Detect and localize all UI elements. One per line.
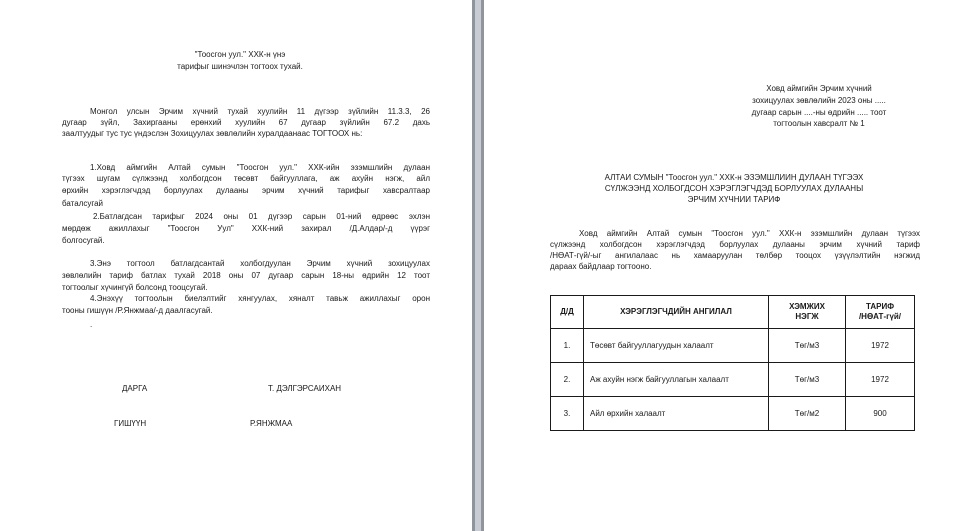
annex-paragraph-line-4: дараах байдлаар тогтооно. <box>550 262 652 271</box>
row-unit: Төг/м3 <box>769 363 846 397</box>
col-header-tariff-line-2: /НӨАТ-гүй/ <box>858 312 902 321</box>
table-row <box>551 329 915 363</box>
tariff-table-header-row <box>551 296 915 329</box>
table-row <box>551 363 915 397</box>
row-category: Аж ахуйн нэгж байгууллагын халаалт <box>584 363 769 397</box>
item2-line-3: болгосугай. <box>62 236 105 245</box>
annex-paragraph-line-3: /НӨАТ-гүй/-ыг ангилалаас нь хамааруулан төлбөр тооцох үзүүлэлтийн нэгжид <box>550 251 920 260</box>
intro-line-1: Монгол улсын Эрчим хүчний тухай хуулийн 11 дүгээр зүйлийн 11.3.3, 26 <box>90 107 430 116</box>
signature-role-member: ГИШҮҮН <box>114 419 147 428</box>
trailing-dot: . <box>90 320 93 329</box>
row-category: Айл өрхийн халаалт <box>584 397 769 431</box>
col-header-tariff-line-1: ТАРИФ <box>865 302 895 311</box>
col-header-category: ХЭРЭГЛЭГЧДИЙН АНГИЛАЛ <box>584 296 769 329</box>
item1-line-4: баталсугай <box>62 199 104 208</box>
row-tariff: 900 <box>846 397 915 431</box>
row-number: 1. <box>551 329 584 363</box>
row-number: 2. <box>551 363 584 397</box>
row-unit: Төг/м2 <box>769 397 846 431</box>
table-row <box>551 397 915 431</box>
col-header-unit <box>769 296 846 329</box>
item4-line-1: 4.Энэхүү тогтоолын биелэлтийг хянгуулах, хяналт тавьж ажиллахыг орон <box>90 294 430 303</box>
signature-name-member: Р.ЯНЖМАА <box>250 419 293 428</box>
annex-header-line-1: Ховд аймгийн Эрчим хүчний <box>766 84 872 93</box>
intro-line-3: заалтуудыг тус тус үндэслэн Зохицуулах зөвлөлийн хуралдаанаас ТОГТООХ нь: <box>62 129 363 138</box>
right-document-page <box>484 0 959 531</box>
page-gutter <box>472 0 484 531</box>
annex-title-line-1: АЛТАИ СУМЫН "Тоосгон уул." ХХК-н ЭЗЭМШЛИИН ДУЛААН ТҮГЭЭХ <box>604 173 864 182</box>
item3-line-3: тогтоолыг хүчингүй болсонд тооцсугай. <box>62 283 208 292</box>
annex-header-line-2: зохицуулах зөвлөлийн 2023 оны ..... <box>752 96 886 105</box>
signature-name-chairman: Т. ДЭЛГЭРСАИХАН <box>268 384 342 393</box>
item1-line-1: 1.Ховд аймгийн Алтай сумын "Тоосгон уул." ХХК-ийн эзэмшлийн дулаан <box>90 163 430 172</box>
annex-title-line-3: ЭРЧИМ ХҮЧНИИ ТАРИФ <box>687 195 781 204</box>
annex-header-line-4: тогтоолын хавсралт № 1 <box>773 119 865 128</box>
col-header-number: Д/Д <box>551 296 584 329</box>
item4-line-2: тооны гишүүн /Р.Янжмаа/-д даалгасугай. <box>62 306 213 315</box>
row-unit: Төг/м3 <box>769 329 846 363</box>
col-header-unit-line-1: ХЭМЖИХ <box>789 302 825 311</box>
signature-role-chairman: ДАРГА <box>122 384 148 393</box>
row-tariff: 1972 <box>846 329 915 363</box>
col-header-unit-line-2: НЭГЖ <box>795 312 819 321</box>
annex-paragraph-line-1: Ховд аймгийн Алтай сумын "Тоосгон уул." ХХК-н эзэмшлийн дулаан түгээх <box>579 229 920 238</box>
left-title-line-1: "Тоосгон уул." ХХК-н үнэ <box>194 50 286 59</box>
item3-line-2: зөвлөлийн тариф батлах тухай 2018 оны 07 дугаар сарын 18-ны өдрийн 12 тоот <box>62 271 430 280</box>
tariff-table <box>550 295 915 431</box>
item2-line-1: 2.Батлагдсан тарифыг 2024 оны 01 дүгээр сарын 01-ний өдрөөс эхлэн <box>93 212 430 221</box>
row-tariff: 1972 <box>846 363 915 397</box>
intro-line-2: дугаар зүйл, Захиргааны ерөнхий хуулийн 67 дугаар зүйлийн 67.2 дахь <box>62 118 430 127</box>
annex-paragraph-line-2: сүлжээнд холбогдсон хэрэглэгчдэд борлуулах дулааны эрчим хүчний тариф <box>550 240 920 249</box>
item3-line-1: 3.Энэ тогтоол батлагдсантай холбогдуулан Эрчим хүчний зохицуулах <box>90 259 430 268</box>
item1-line-3: өрхийн хэрэглэгчдэд борлуулах дулааны эрчим хүчний тарифыг хавсралтаар <box>62 186 430 195</box>
row-number: 3. <box>551 397 584 431</box>
item2-line-2: мөрдөж ажиллахыг "Тоосгон Уул" ХХК-ний захирал /Д.Алдар/-д үүрэг <box>62 224 430 233</box>
col-header-tariff <box>846 296 915 329</box>
item1-line-2: түгээх шугам сүлжээнд холбогдсон төсөвт байгууллага, аж ахуйн нэгж, айл <box>62 174 430 183</box>
annex-header-line-3: дугаар сарын ....-ны өдрийн ..... тоот <box>751 108 887 117</box>
annex-title-line-2: СҮЛЖЭЭНД ХОЛБОГДСОН ХЭРЭГЛЭГЧДЭД БОРЛУУЛАХ ДУЛААНЫ <box>604 184 864 193</box>
left-document-page <box>0 0 472 531</box>
left-title-line-2: тарифыг шинэчлэн тогтоох тухай. <box>177 62 303 71</box>
row-category: Төсөвт байгууллагуудын халаалт <box>584 329 769 363</box>
